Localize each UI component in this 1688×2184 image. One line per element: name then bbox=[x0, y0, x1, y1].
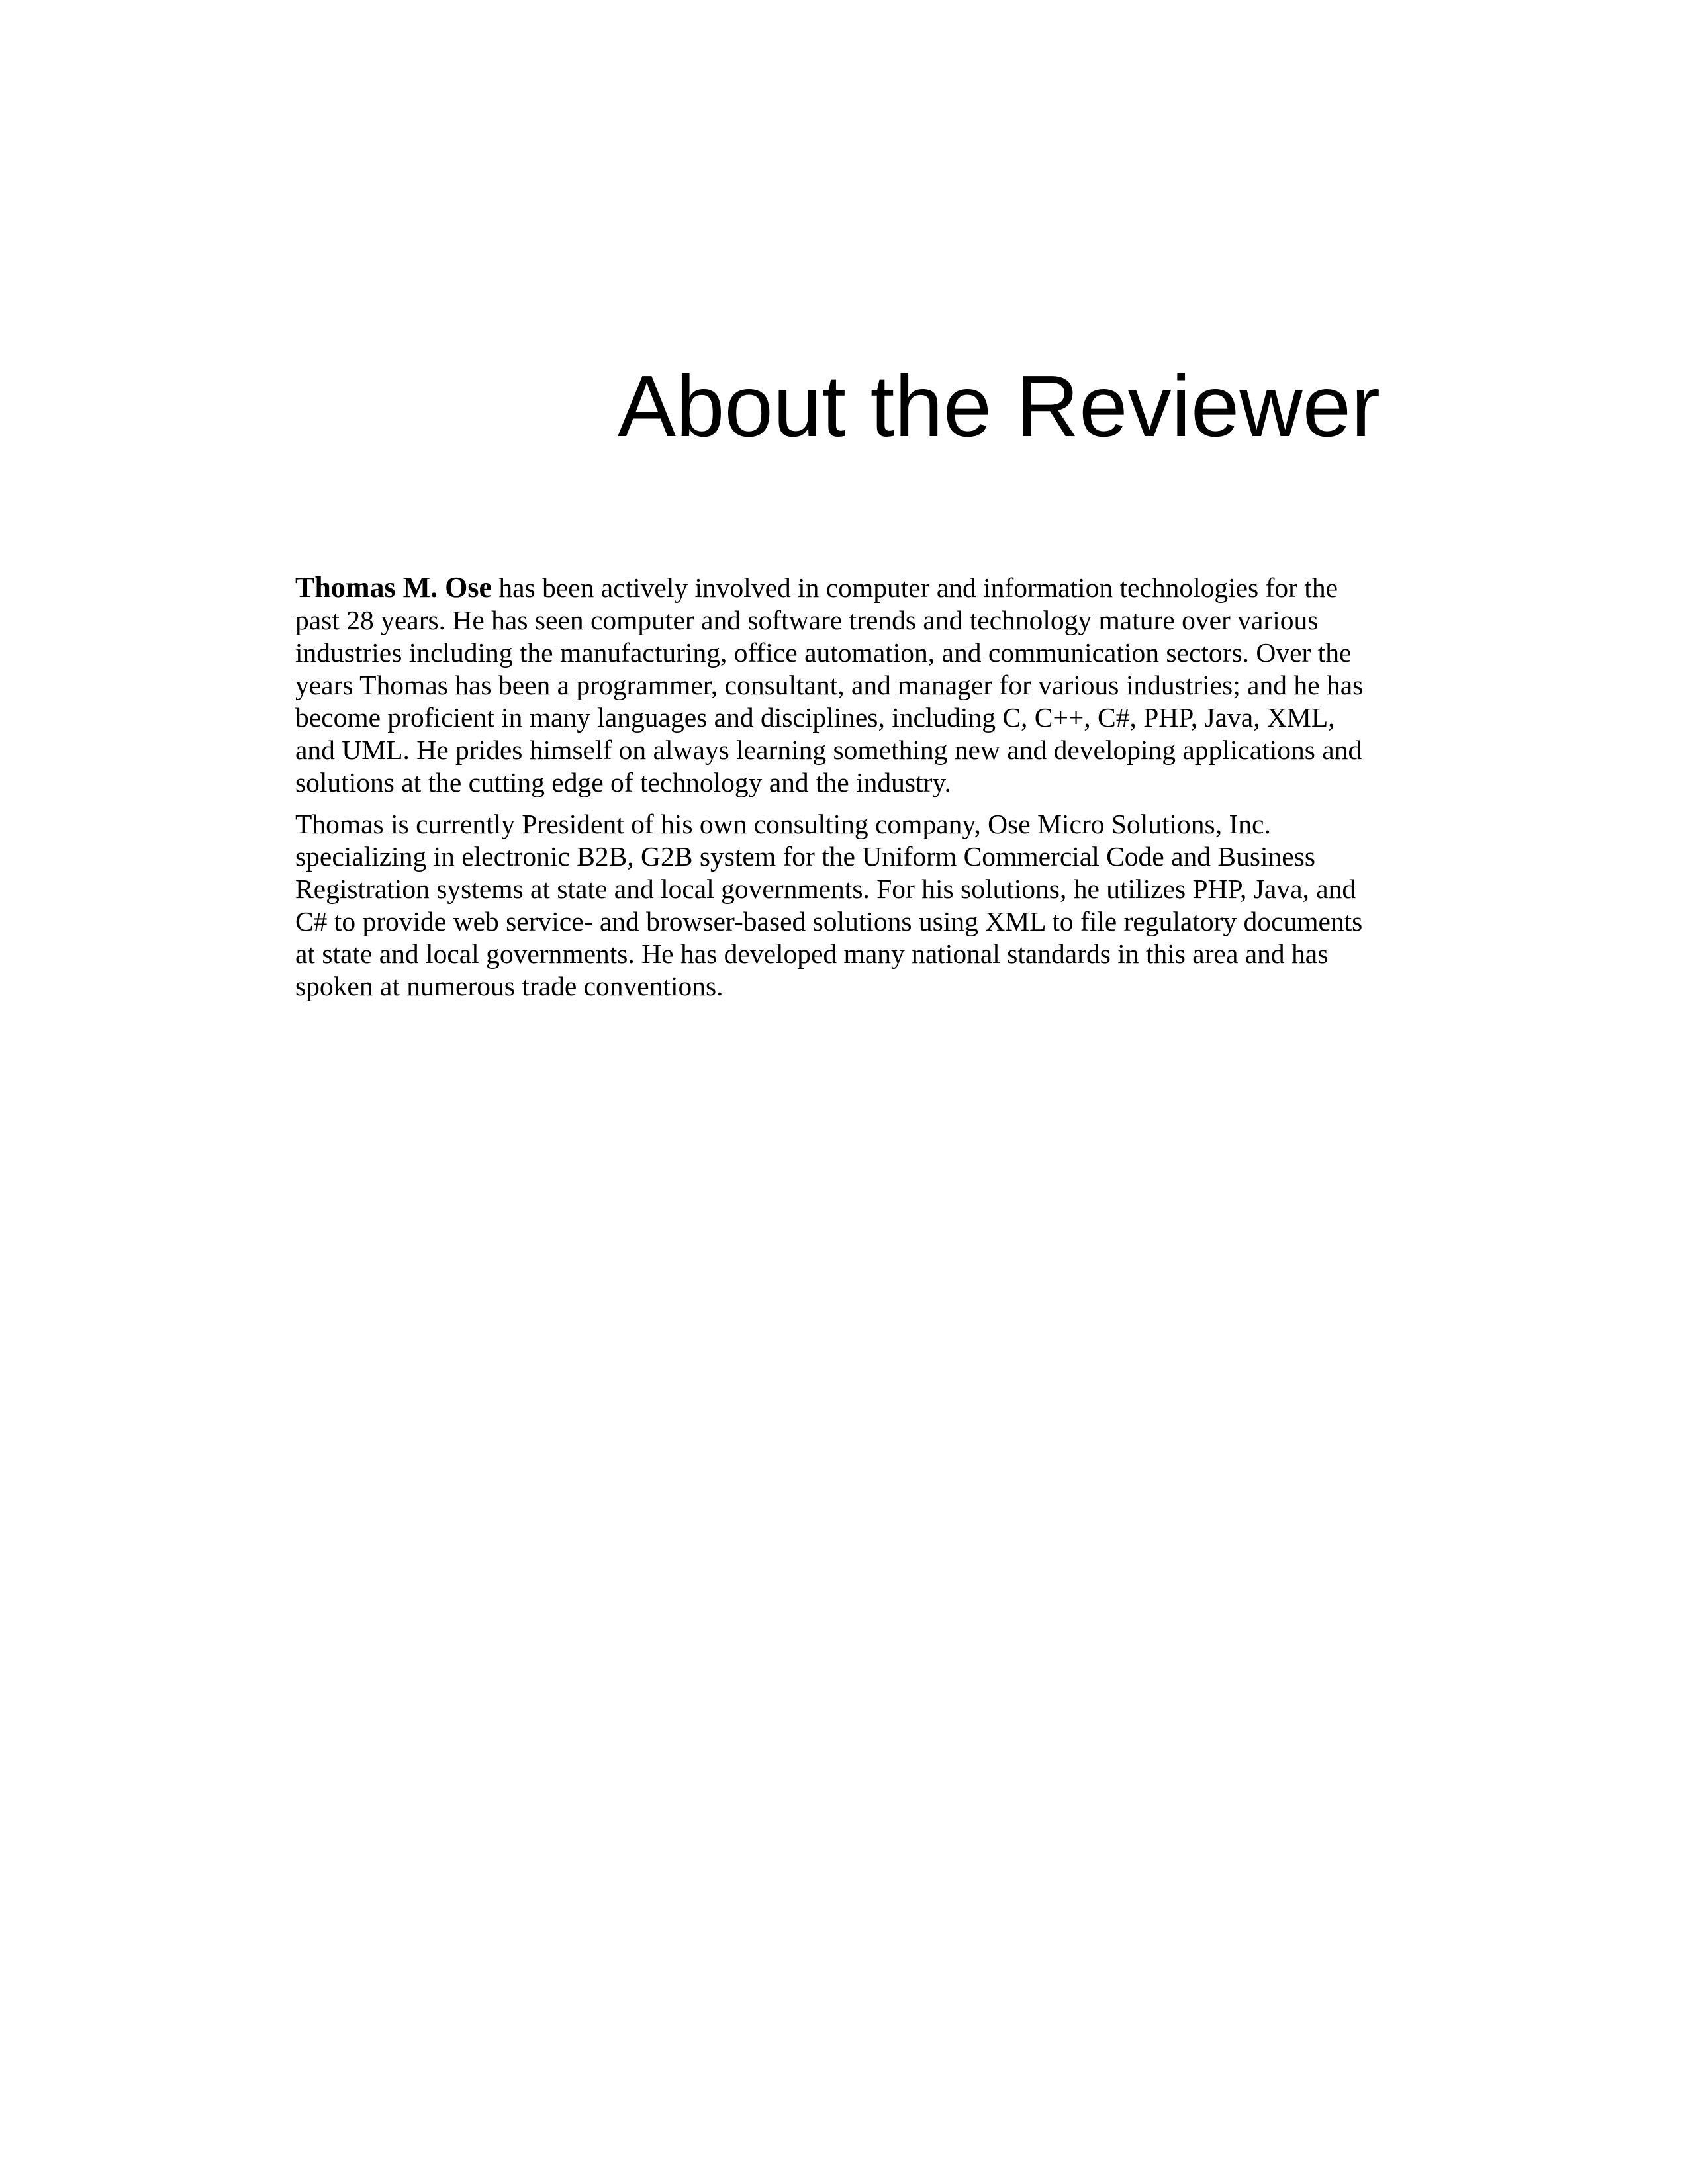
bio-paragraph-2 bbox=[295, 808, 1381, 1003]
bio-line: at state and local governments. He has developed many national standards in this area and has bbox=[295, 938, 1329, 969]
bio-line: Thomas is currently President of his own consulting company, Ose Micro Solutions, Inc. bbox=[295, 809, 1271, 839]
bio-text: has been actively involved in computer and information technologies for the bbox=[492, 572, 1338, 603]
bio-line: C# to provide web service- and browser-based solutions using XML to file regulatory documents bbox=[295, 906, 1363, 936]
bio-line: past 28 years. He has seen computer and software trends and technology mature over various bbox=[295, 605, 1319, 635]
bio-line: become proficient in many languages and disciplines, including C, C++, C#, PHP, Java, XML, bbox=[295, 702, 1335, 733]
bio-line: years Thomas has been a programmer, consultant, and manager for various industries; and he has bbox=[295, 670, 1364, 700]
reviewer-name: Thomas M. Ose bbox=[295, 571, 492, 604]
bio-line: specializing in electronic B2B, G2B system for the Uniform Commercial Code and Business bbox=[295, 841, 1315, 872]
bio-paragraph-1 bbox=[295, 571, 1381, 799]
bio-line: Registration systems at state and local governments. For his solutions, he utilizes PHP, Java, and bbox=[295, 874, 1356, 904]
page-title: About the Reviewer bbox=[618, 357, 1380, 455]
bio-line: solutions at the cutting edge of technology and the industry. bbox=[295, 767, 951, 797]
bio-line bbox=[295, 571, 1381, 604]
reviewer-bio bbox=[295, 571, 1381, 1012]
bio-line: spoken at numerous trade conventions. bbox=[295, 971, 724, 1001]
bio-line: and UML. He prides himself on always learning something new and developing applications and bbox=[295, 735, 1362, 765]
bio-line: industries including the manufacturing, office automation, and communication sectors. Over the bbox=[295, 637, 1352, 668]
